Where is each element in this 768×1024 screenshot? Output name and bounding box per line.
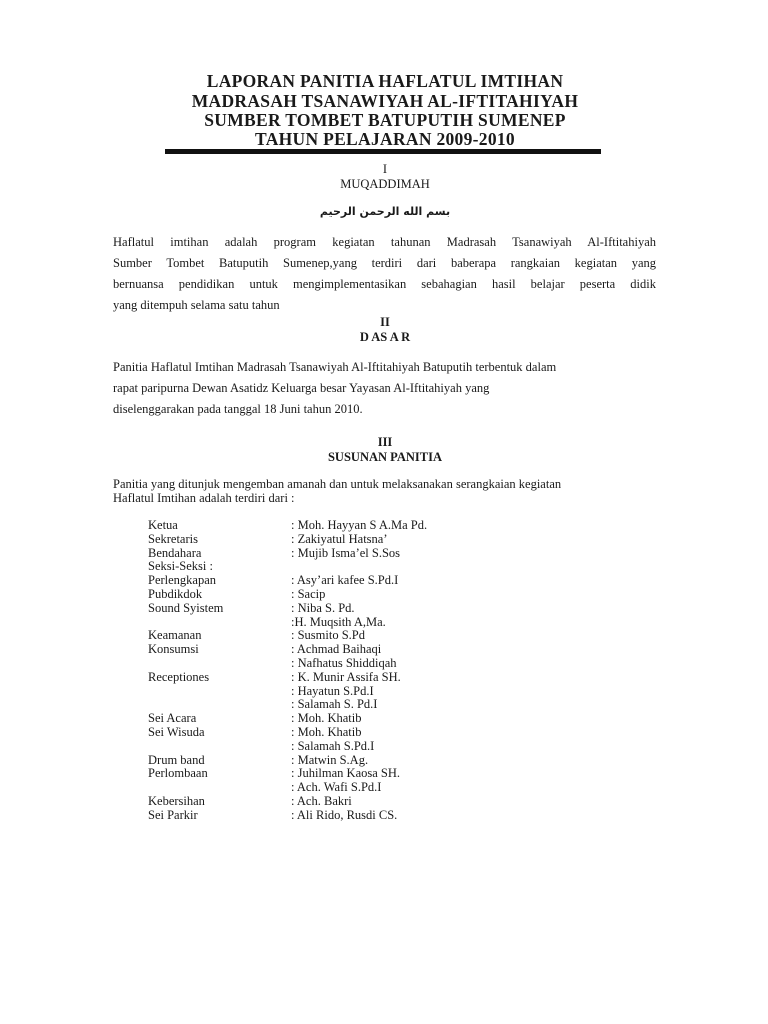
committee-role: Sekretaris bbox=[148, 531, 198, 546]
paragraph-line: diselenggarakan pada tanggal 18 Juni tahun 2010. bbox=[113, 402, 363, 416]
committee-role: Kebersihan bbox=[148, 793, 205, 808]
committee-role: Seksi-Seksi : bbox=[148, 559, 213, 574]
committee-member: : K. Munir Assifa SH. bbox=[291, 669, 401, 684]
committee-role: Sound Syistem bbox=[148, 600, 224, 615]
committee-member: : Hayatun S.Pd.I bbox=[291, 683, 374, 698]
section-3-number: III bbox=[377, 435, 393, 449]
title-underline-rule bbox=[165, 149, 601, 154]
paragraph-line: bernuansa pendidikan untuk mengimplementasikan sebahagian hasil belajar peserta didik bbox=[113, 277, 656, 291]
committee-member: : Mujib Isma’el S.Sos bbox=[291, 545, 401, 560]
paragraph-line: rapat paripurna Dewan Asatidz Keluarga besar Yayasan Al-Iftitahiyah yang bbox=[113, 381, 490, 395]
title-line-2: MADRASAH TSANAWIYAH AL-IFTITAHIYAH bbox=[191, 91, 579, 111]
committee-member: : Ali Rido, Rusdi CS. bbox=[291, 807, 398, 822]
committee-member: : Nafhatus Shiddiqah bbox=[291, 655, 397, 670]
committee-member: : Moh. Hayyan S A.Ma Pd. bbox=[291, 518, 428, 532]
committee-role: Perlengkapan bbox=[148, 573, 217, 588]
section-2-paragraph bbox=[113, 357, 656, 420]
committee-member: : Matwin S.Ag. bbox=[291, 752, 369, 767]
committee-role: Receptiones bbox=[148, 669, 210, 684]
committee-role: Sei Wisuda bbox=[148, 724, 205, 739]
title-line-1: LAPORAN PANITIA HAFLATUL IMTIHAN bbox=[206, 71, 564, 91]
committee-member: :H. Muqsith A,Ma. bbox=[291, 614, 386, 629]
section-1-number: I bbox=[382, 162, 388, 176]
committee-member: : Moh. Khatib bbox=[291, 711, 362, 726]
committee-member: : Ach. Wafi S.Pd.I bbox=[291, 780, 382, 795]
committee-member: : Juhilman Kaosa SH. bbox=[291, 766, 401, 781]
section-3-heading: SUSUNAN PANITIA bbox=[327, 450, 443, 464]
committee-member: : Salamah S. Pd.I bbox=[291, 697, 378, 712]
paragraph-line: Sumber Tombet Batuputih Sumenep,yang terdiri dari baberapa rangkaian kegiatan yang bbox=[113, 256, 656, 270]
committee-role: Keamanan bbox=[148, 628, 202, 643]
committee-member: : Sacip bbox=[291, 586, 326, 601]
committee-member: : Achmad Baihaqi bbox=[291, 642, 382, 657]
paragraph-line: Panitia Haflatul Imtihan Madrasah Tsanawiyah Al-Iftitahiyah Batuputih terbentuk dalam bbox=[113, 360, 557, 374]
paragraph-line: Haflatul imtihan adalah program kegiatan tahunan Madrasah Tsanawiyah Al-Iftitahiyah bbox=[113, 235, 656, 249]
committee-member: : Ach. Bakri bbox=[291, 793, 352, 808]
committee-role: Konsumsi bbox=[148, 642, 199, 657]
committee-member: : Susmito S.Pd bbox=[291, 628, 365, 643]
committee-role: Sei Acara bbox=[148, 711, 197, 726]
paragraph-line: yang ditempuh selama satu tahun bbox=[113, 298, 280, 312]
committee-role: Ketua bbox=[148, 518, 178, 532]
committee-role: Perlombaan bbox=[148, 766, 208, 781]
committee-role: Pubdikdok bbox=[148, 586, 203, 601]
committee-role: Bendahara bbox=[148, 545, 202, 560]
committee-member: : Salamah S.Pd.I bbox=[291, 738, 375, 753]
committee-role: Sei Parkir bbox=[148, 807, 198, 822]
committee-member: : Niba S. Pd. bbox=[291, 600, 355, 615]
section-3-paragraph bbox=[113, 477, 656, 505]
title-line-4: TAHUN PELAJARAN 2009-2010 bbox=[255, 129, 515, 149]
paragraph-line: Panitia yang ditunjuk mengemban amanah dan untuk melaksanakan serangkaian kegiatan bbox=[113, 477, 562, 491]
committee-role: Drum band bbox=[148, 752, 205, 767]
section-1-paragraph bbox=[113, 232, 656, 316]
section-2-number: II bbox=[380, 315, 390, 329]
section-1-heading: MUQADDIMAH bbox=[340, 177, 430, 191]
paragraph-line: Haflatul Imtihan adalah terdiri dari : bbox=[113, 491, 295, 505]
basmalah: بسم الله الرحمن الرحيم bbox=[319, 205, 451, 218]
title-line-3: SUMBER TOMBET BATUPUTIH SUMENEP bbox=[204, 110, 566, 130]
committee-member: : Asy’ari kafee S.Pd.I bbox=[291, 573, 399, 588]
section-2-heading: D AS A R bbox=[359, 330, 411, 344]
committee-member: : Zakiyatul Hatsna’ bbox=[291, 531, 388, 546]
committee-member: : Moh. Khatib bbox=[291, 724, 362, 739]
